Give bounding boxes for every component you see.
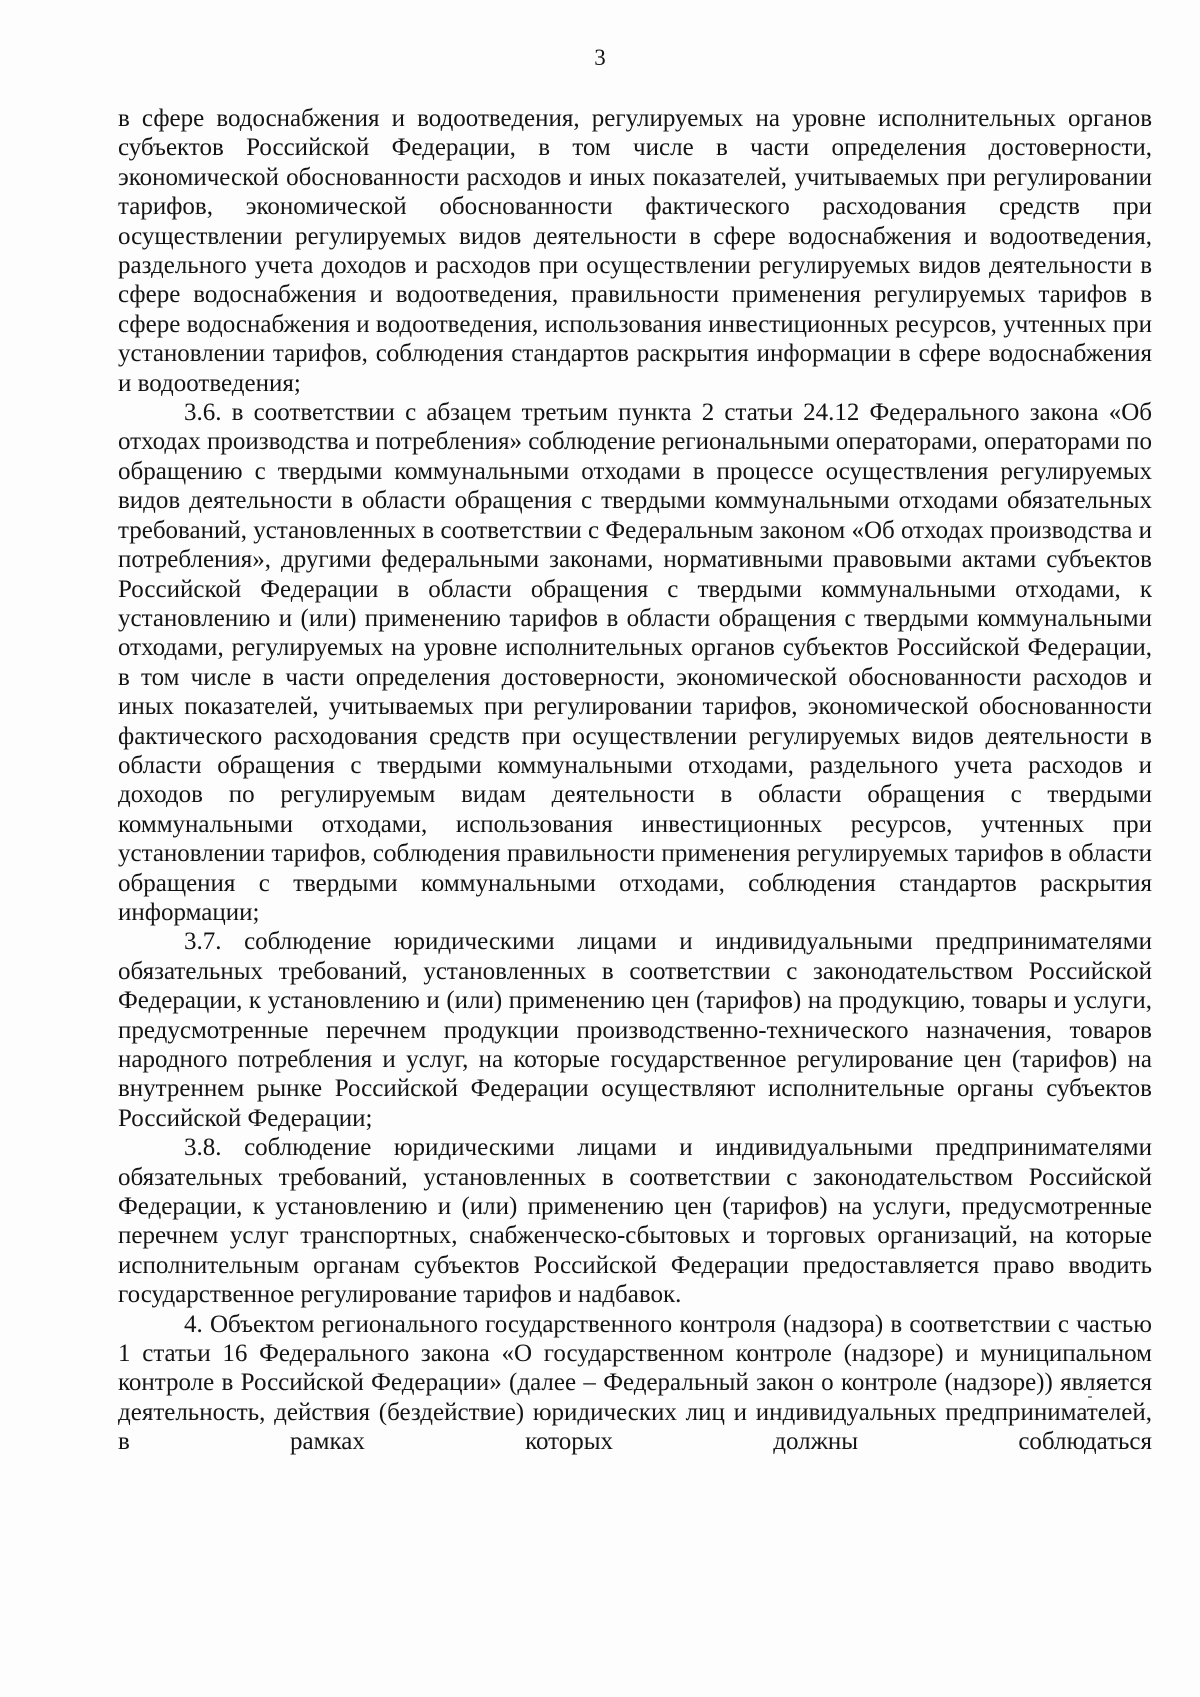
paragraph-3-6: 3.6. в соответствии с абзацем третьим пункта 2 статьи 24.12 Федерального закона «Об отходах производства и потребления» соблюдение региональными операторами, операторами по обращению с твердыми коммунальными отходами в процессе осуществления регулируемых видов деятельности в области обращения с твердыми коммунальными отходами обязательных требований, установленных в соответствии с Федеральным законом «Об отходах производства и потребления», другими федеральными законами, нормативными правовыми актами субъектов Российской Федерации в области обращения с твердыми коммунальными отходами, к установлению и (или) применению тарифов в области обращения с твердыми коммунальными отходами, регулируемых на уровне исполнительных органов субъектов Российской Федерации, в том числе в части определения достоверности, экономической обоснованности расходов и иных показателей, учитываемых при регулировании тарифов, экономической обоснованности фактического расходования средств при осуществлении регулируемых видов деятельности в области обращения с твердыми коммунальными отходами, раздельного учета расходов и доходов по регулируемым видам деятельности в области обращения с твердыми коммунальными отходами, использования инвестиционных ресурсов, учтенных при установлении тарифов, соблюдения правильности применения регулируемых тарифов в области обращения с твердыми коммунальными отходами, соблюдения стандартов раскрытия информации; [118,399,1152,926]
paragraph-4: 4. Объектом регионального государственного контроля (надзора) в соответствии с частью 1 статьи 16 Федерального закона «О государственном контроле (надзоре) и муниципальном контроле в Российской Федерации» (далее – Федеральный закон о контроле (надзоре)) является деятельность, действия (бездействие) юридических лиц и индивидуальных предпринимателей, в рамках которых должны соблюдаться [118,1310,1152,1456]
paragraph-3-7: 3.7. соблюдение юридическими лицами и индивидуальными предпринимателями обязательных требований, установленных в соответствии с законодательством Российской Федерации, к установлению и (или) применению цен (тарифов) на продукцию, товары и услуги, предусмотренные перечнем продукции производственно-технического назначения, товаров народного потребления и услуг, на которые государственное регулирование цен (тарифов) на внутреннем рынке Российской Федерации осуществляют исполнительные органы субъектов Российской Федерации; [118,928,1152,1132]
scan-speck [1088,1396,1092,1398]
document-body [118,104,1152,1457]
paragraph-water-supply-continuation: в сфере водоснабжения и водоотведения, регулируемых на уровне исполнительных органов субъектов Российской Федерации, в том числе в части определения достоверности, экономической обоснованности расходов и иных показателей, учитываемых при регулировании тарифов, экономической обоснованности фактического расходования средств при осуществлении регулируемых видов деятельности в сфере водоснабжения и водоотведения, раздельного учета доходов и расходов при осуществлении регулируемых видов деятельности в сфере водоснабжения и водоотведения, правильности применения регулируемых тарифов в сфере водоснабжения и водоотведения, использования инвестиционных ресурсов, учтенных при установлении тарифов, соблюдения стандартов раскрытия информации в сфере водоснабжения и водоотведения; [118,105,1152,397]
paragraph-3-8: 3.8. соблюдение юридическими лицами и индивидуальными предпринимателями обязательных требований, установленных в соответствии с законодательством Российской Федерации, к установлению и (или) применению цен (тарифов) на услуги, предусмотренные перечнем услуг транспортных, снабженческо-сбытовых и торговых организаций, на которые исполнительным органам субъектов Российской Федерации предоставляется право вводить государственное регулирование тарифов и надбавок. [118,1134,1152,1309]
page-number: 3 [594,45,606,70]
